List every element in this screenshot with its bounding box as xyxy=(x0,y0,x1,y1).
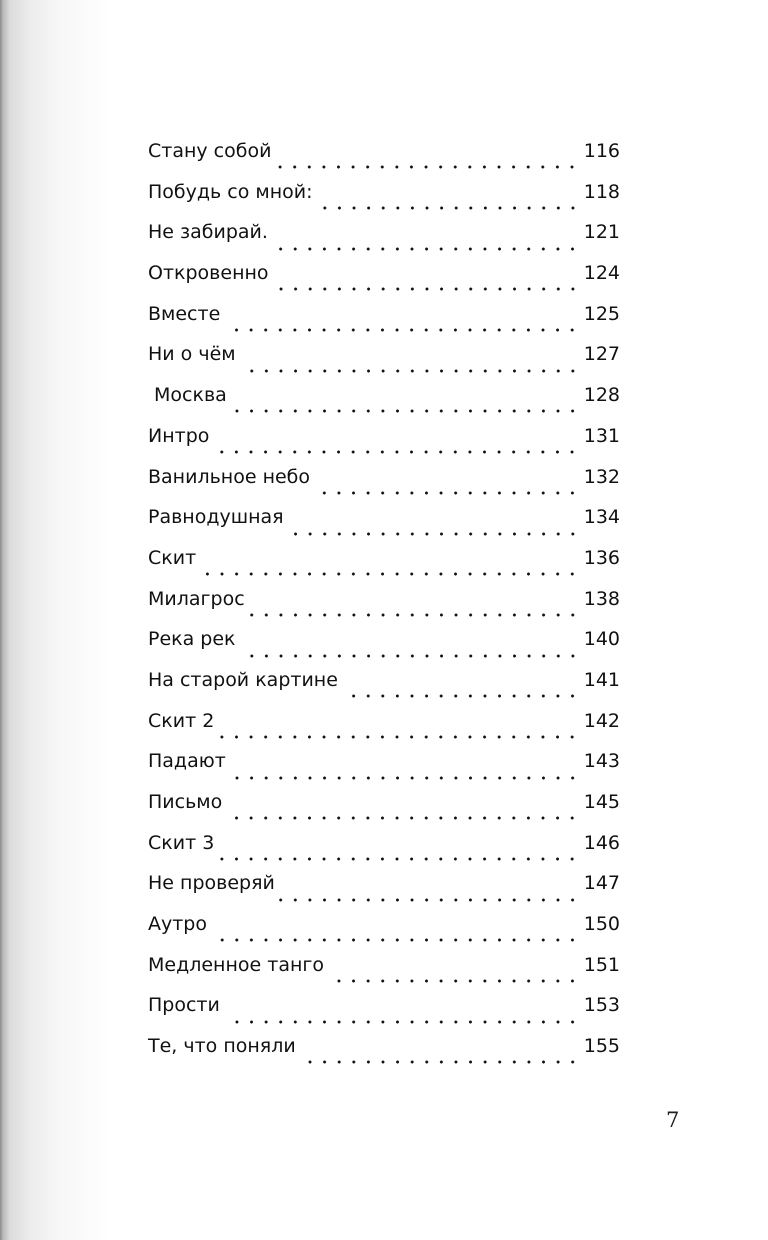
toc-entry-title: Побудь со мной: xyxy=(148,180,313,203)
toc-entry-page: 127 xyxy=(583,343,620,366)
toc-entry-title: Скит 3 xyxy=(148,831,215,854)
dot-leader xyxy=(224,328,579,332)
dot-leader xyxy=(218,735,579,739)
dot-leader xyxy=(279,898,580,902)
toc-entry-title: На старой картине xyxy=(148,668,338,691)
toc-entry-title: Не забирай. xyxy=(148,221,268,244)
toc-entry-title: Ванильное небо xyxy=(148,465,311,488)
toc-entry-page: 132 xyxy=(583,465,620,488)
toc-entry-page: 134 xyxy=(583,506,620,529)
toc-entry-title: Письмо xyxy=(148,791,223,813)
dot-leader xyxy=(226,816,579,820)
toc-entry xyxy=(148,466,620,507)
toc-entry-page: 143 xyxy=(583,750,620,773)
toc-entry xyxy=(148,181,620,222)
dot-leader xyxy=(224,1020,580,1024)
toc-entry-title: Стану собой xyxy=(148,140,272,162)
toc-entry-page: 150 xyxy=(583,913,620,936)
toc-entry-title: Скит xyxy=(148,546,197,569)
toc-entry xyxy=(148,832,620,873)
toc-entry-title: Вместе xyxy=(148,302,221,325)
table-of-contents xyxy=(148,140,620,1076)
toc-entry xyxy=(148,913,620,954)
dot-leader xyxy=(213,450,579,454)
toc-entry-page: 128 xyxy=(583,384,620,407)
dot-leader xyxy=(218,857,579,861)
toc-entry-title: Аутро xyxy=(148,913,207,936)
toc-entry-title: Падают xyxy=(148,750,226,773)
toc-entry xyxy=(148,425,620,466)
dot-leader xyxy=(200,572,580,576)
toc-entry-page: 138 xyxy=(583,587,620,610)
toc-entry xyxy=(148,628,620,669)
toc-entry xyxy=(148,343,620,384)
toc-entry-page: 125 xyxy=(583,302,620,325)
toc-entry-title: Милагрос xyxy=(148,587,245,610)
toc-entry xyxy=(148,710,620,751)
toc-entry xyxy=(148,384,620,425)
toc-entry-page: 118 xyxy=(583,180,620,203)
toc-entry-title: Прости xyxy=(148,994,220,1017)
dot-leader xyxy=(272,247,580,251)
dot-leader xyxy=(230,776,580,780)
toc-entry-title: Скит 2 xyxy=(148,709,215,732)
toc-entry-page: 136 xyxy=(583,546,620,569)
toc-entry-page: 151 xyxy=(583,953,620,976)
toc-entry-page: 121 xyxy=(583,221,620,244)
toc-entry-title: Интро xyxy=(148,424,210,447)
dot-leader xyxy=(240,369,580,373)
dot-leader xyxy=(240,654,580,658)
toc-entry-page: 142 xyxy=(583,709,620,732)
toc-entry-title: Те, что поняли xyxy=(148,1035,296,1058)
toc-entry-title: Откровенно xyxy=(148,262,269,285)
dot-leader xyxy=(211,938,580,942)
toc-entry xyxy=(148,547,620,588)
dot-leader xyxy=(231,409,580,413)
toc-entry-title: Река рек xyxy=(148,628,236,651)
toc-entry xyxy=(148,221,620,262)
toc-entry-title: Равнодушная xyxy=(148,506,284,529)
dot-leader xyxy=(342,694,580,698)
toc-entry xyxy=(148,262,620,303)
toc-entry-title: Не проверяй xyxy=(148,872,275,895)
toc-entry-page: 147 xyxy=(583,872,620,895)
dot-leader xyxy=(288,532,580,536)
toc-entry-title: Москва xyxy=(148,384,227,407)
toc-entry-page: 153 xyxy=(583,994,620,1017)
spine-shadow xyxy=(0,0,110,1240)
toc-entry-title: Медленное танго xyxy=(148,953,324,976)
toc-entry-page: 116 xyxy=(583,140,620,162)
toc-entry xyxy=(148,750,620,791)
toc-entry xyxy=(148,791,620,832)
toc-entry xyxy=(148,669,620,710)
dot-leader xyxy=(314,491,580,495)
toc-entry xyxy=(148,506,620,547)
toc-entry xyxy=(148,994,620,1035)
toc-entry xyxy=(148,303,620,344)
dot-leader xyxy=(273,287,580,291)
toc-entry-page: 145 xyxy=(583,791,620,813)
toc-entry-page: 141 xyxy=(583,668,620,691)
toc-entry-page: 146 xyxy=(583,831,620,854)
dot-leader xyxy=(275,165,579,169)
toc-entry-page: 155 xyxy=(583,1035,620,1058)
toc-entry xyxy=(148,1035,620,1076)
dot-leader xyxy=(328,979,580,983)
toc-entry-title: Ни о чём xyxy=(148,343,236,366)
toc-entry-page: 124 xyxy=(583,262,620,285)
dot-leader xyxy=(317,206,580,210)
toc-entry xyxy=(148,588,620,629)
toc-entry xyxy=(148,872,620,913)
toc-entry xyxy=(148,140,620,181)
dot-leader xyxy=(249,613,580,617)
dot-leader xyxy=(300,1060,580,1064)
page-number: 7 xyxy=(666,1108,680,1132)
toc-entry xyxy=(148,954,620,995)
toc-entry-page: 140 xyxy=(583,628,620,651)
toc-entry-page: 131 xyxy=(583,424,620,447)
